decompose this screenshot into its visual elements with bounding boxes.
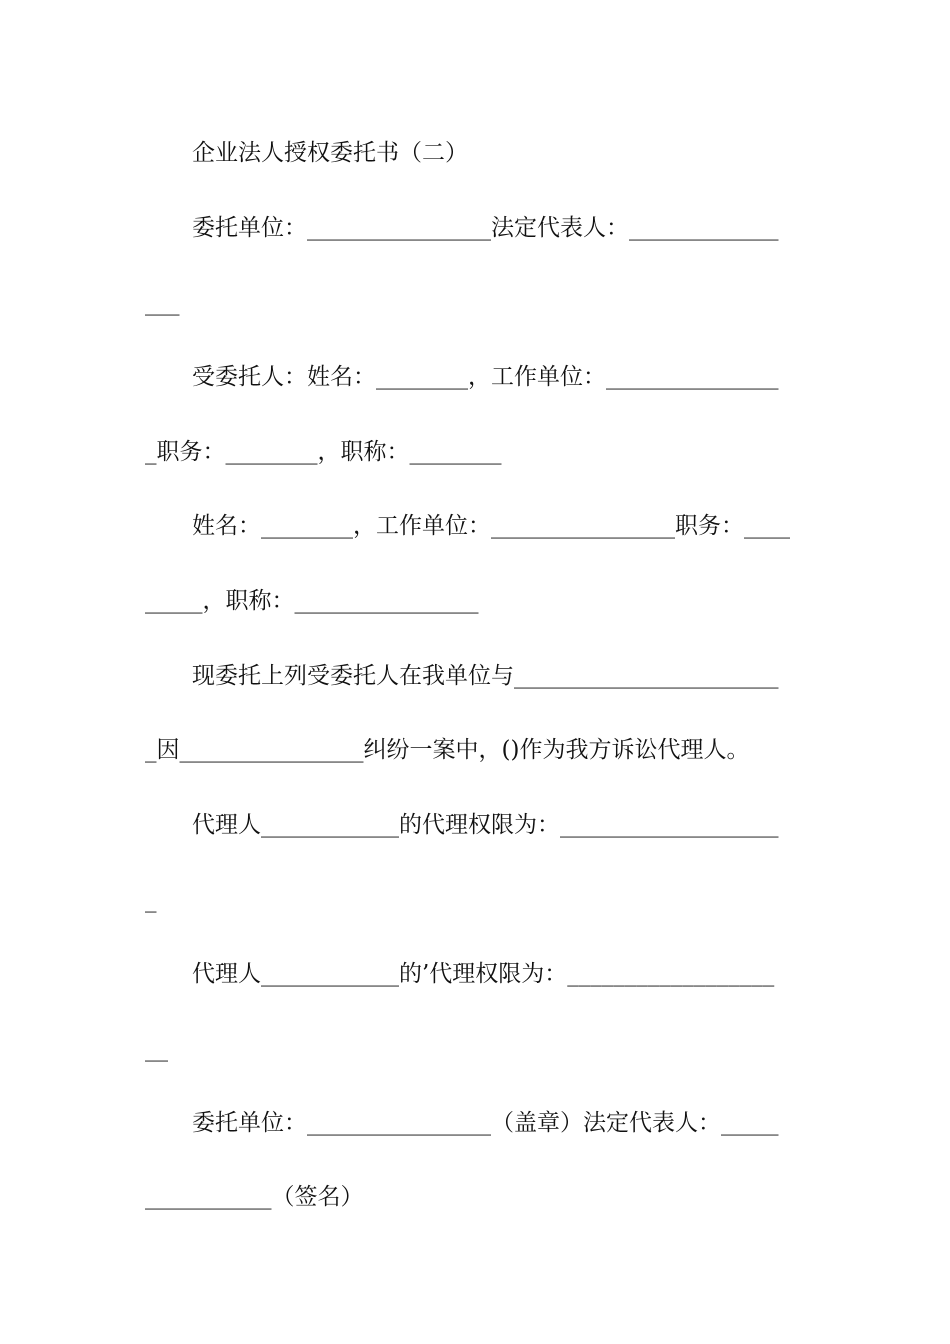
agent-1-authority-line-cont: _ xyxy=(145,887,157,913)
agent-2-authority-line: 代理人____________的’代理权限为：__________________ xyxy=(192,961,775,987)
agent-1-authority-line: 代理人____________的代理权限为：___________________ xyxy=(192,812,779,838)
entrust-statement-line-cont: _因________________纠纷一案中，()作为我方诉讼代理人。 xyxy=(145,737,750,763)
principal-unit-line-cont: ___ xyxy=(145,290,180,316)
signature-line-cont: ___________（签名） xyxy=(145,1184,364,1210)
entrust-statement-line: 现委托上列受委托人在我单位与_______________________ xyxy=(192,663,779,689)
agent-1-line-cont: _职务：________，职称：________ xyxy=(145,439,502,465)
document-title: 企业法人授权委托书（二） xyxy=(192,140,468,166)
agent-1-line: 受委托人：姓名：________，工作单位：_______________ xyxy=(192,364,779,390)
signature-line: 委托单位：________________（盖章）法定代表人：_____ xyxy=(192,1110,779,1136)
agent-2-authority-line-cont: __ xyxy=(145,1036,168,1062)
principal-unit-line: 委托单位：________________法定代表人：_____________ xyxy=(192,215,779,241)
agent-2-line: 姓名：________，工作单位：________________职务：____ xyxy=(192,513,790,539)
agent-2-line-cont: _____，职称：________________ xyxy=(145,588,479,614)
